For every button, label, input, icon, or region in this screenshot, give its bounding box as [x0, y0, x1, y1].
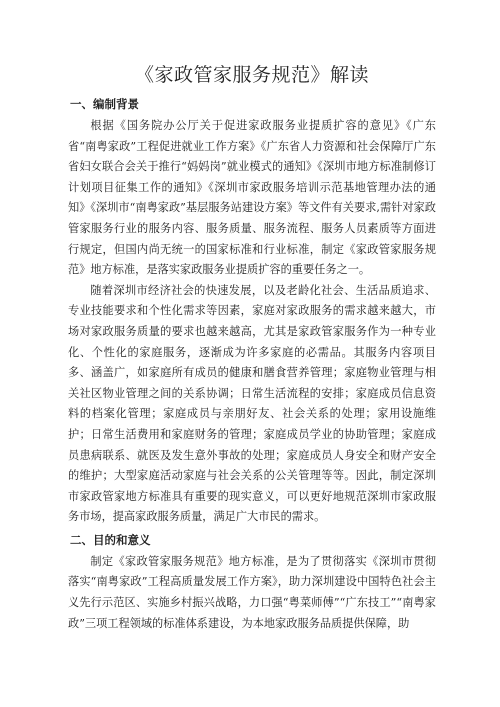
paragraph: 制定《家政管家服务规范》地方标准，是为了贯彻落实《深圳市贯彻落实“南粤家政”工程高质量发展工作方案》，助力深圳建设中国特色社会主义先行示范区、实施乡村振兴战略，力口强“粤菜师傅”“广东技工”“南粤家政”三项工程领域的标准体系建设，为本地家政服务品质提供保障，助 — [68, 554, 436, 630]
section-heading: 一、编制背景 — [70, 97, 139, 111]
paragraph: 根据《国务院办公厅关于促进家政服务业提质扩容的意见》《广东省“南粤家政”工程促进就业工作方案》《广东省人力资源和社会保障厅广东省妇女联合会关于推行“妈妈岗”就业模式的通知》《深圳市地方标准制修订计划项目征集工作的通知》《深圳市家政服务培训示范基地管理办法的通知》《深圳市“南粤家政”基层服务站建设方案》等文件有关要求,需针对家政管家服务行业的服务内容、服务质量、服务流程、服务人员素质等方面进行规定，但国内尚无统一的国家标准和行业标准，制定《家政管家服务规范》地方标准，是落实家政服务业提质扩容的重要任务之一。 — [68, 119, 436, 277]
section-heading: 二、目的和意义 — [70, 532, 151, 547]
section-background — [68, 94, 436, 528]
section-purpose — [68, 530, 436, 634]
paragraph: 随着深圳市经济社会的快速发展，以及老龄化社会、生活品质追求、专业技能要求和个性化需求等因素，家庭对家政服务的需求越来越大，市场对家政服务质量的要求也越来越高，尤其是家政管家服务作为一种专业化、个性化的家庭服务，逐渐成为许多家庭的必需品。其服务内容项目多、涵盖广，如家庭所有成员的健康和膳食营养管理；家庭物业管理与相关社区物业管理之间的关系协调；日常生活流程的安排；家庭成员信息资料的档案化管理；家庭成员与亲朋好友、社会关系的处理；家用设施维护；日常生活费用和家庭财务的管理；家庭成员学业的协助管理；家庭成员患病联系、就医及发生意外事故的处理；家庭成员人身安全和财产安全的维护；大型家庭活动家庭与社会关系的公关管理等等。因此，制定深圳市家政管家地方标准具有重要的现实意义，可以更好地规范深圳市家政服务市场，提高家政服务质量，满足广大市民的需求。 — [68, 283, 436, 524]
document-title: 《家政管家服务规范》解读 — [134, 64, 369, 86]
